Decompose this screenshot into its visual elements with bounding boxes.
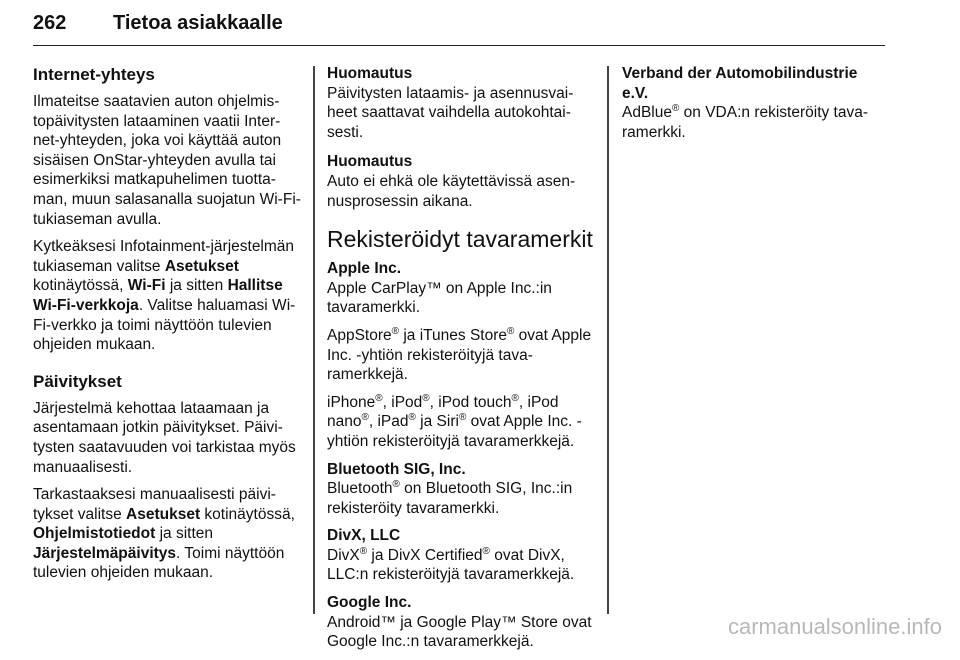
divx-heading: DivX, LLC (327, 527, 401, 545)
menu-term-wifi: Wi-Fi (127, 277, 166, 295)
vda-heading: Verband der Automobilindustrie e.V. (622, 65, 858, 102)
note-2 (327, 152, 593, 211)
bluetooth-paragraph: Bluetooth® on Bluetooth SIG, Inc.:in rekisteröity tavaramerkki. (327, 478, 573, 517)
page-header (33, 10, 885, 46)
menu-term-settings-2: Asetukset (126, 505, 201, 523)
column-divider-1 (313, 66, 315, 614)
apple-paragraph-2: AppStore® ja iTunes Store® ovat Apple Inc. -yhtiön rekisteröityjä tavaramerkkejä. (327, 325, 592, 384)
menu-term-settings: Asetukset (164, 257, 239, 275)
apple-paragraph-1: Apple CarPlay™ on Apple Inc.:in tavaramerkki. (327, 279, 552, 317)
note-2-text: Auto ei ehkä ole käytettävissä asennusprosessin aikana. (327, 172, 576, 210)
column-2 (327, 64, 593, 660)
note-1-heading: Huomautus (327, 65, 413, 82)
menu-term-system-update: Järjestelmäpäivitys (33, 544, 177, 562)
column-3 (622, 64, 884, 150)
internet-heading: Internet-yhteys (33, 65, 155, 84)
note-1-text: Päivitysten lataamis- ja asennusvaiheet saattavat vaihdella autokohtaisesti. (327, 84, 574, 141)
updates-paragraph-2: Tarkastaaksesi manuaalisesti päivitykset valitse Asetukset kotinäytössä, Ohjelmistotiedot ja sitten Järjestelmäpäivitys. Toimi näyttöön tulevien ohjeiden mukaan. (33, 486, 295, 582)
menu-term-manage-wifi: Hallitse Wi-Fi-verkkoja (33, 277, 283, 314)
note-1 (327, 64, 593, 142)
trademarks-heading: Rekisteröidyt tavaramerkit (327, 226, 593, 253)
apple-paragraph-3: iPhone®, iPod®, iPod touch®, iPod nano®, iPad® ja Siri® ovat Apple Inc. -yhtiön rekisteröityjä tavaramerkkejä. (327, 392, 582, 450)
column-1 (33, 64, 301, 591)
page-number: 262 (33, 12, 67, 34)
page-title: Tietoa asiakkaalle (113, 12, 283, 34)
updates-paragraph-1: Järjestelmä kehottaa lataamaan ja asentamaan jotkin päivitykset. Päivitysten saatavuuden voi tarkistaa myös manuaalisesti. (33, 399, 296, 476)
bluetooth-heading: Bluetooth SIG, Inc. (327, 460, 466, 478)
updates-heading: Päivitykset (33, 371, 122, 391)
note-2-heading: Huomautus (327, 153, 413, 171)
google-heading: Google Inc. (327, 594, 412, 612)
column-divider-2 (607, 66, 609, 614)
menu-term-software-info: Ohjelmistotiedot (33, 525, 156, 543)
internet-paragraph-2: Kytkeäksesi Infotainment-järjestelmän tukiaseman valitse Asetukset kotinäytössä, Wi-Fi ja sitten Hallitse Wi-Fi-verkkoja. Valitse haluamasi Wi-Fi-verkko ja toimi näyttöön tulevien ohjeiden mukaan. (33, 238, 296, 354)
vda-paragraph: AdBlue® on VDA:n rekisteröity tavaramerkki. (622, 103, 869, 141)
divx-paragraph: DivX® ja DivX Certified® ovat DivX, LLC:n rekisteröityjä tavaramerkkejä. (327, 545, 575, 584)
apple-heading: Apple Inc. (327, 260, 402, 278)
internet-paragraph-1: Ilmateitse saatavien auton ohjelmistopäivitysten lataaminen vaatii Internet-yhteyden, joka voi käyttää auton sisäisen OnStar-yhteyden avulla tai esimerkiksi matkapuhelimen tuottaman, muun salasanalla suojatun Wi-Fi-tukiaseman avulla. (33, 93, 301, 228)
watermark: carmanualsonline.info (727, 614, 942, 639)
google-paragraph: Android™ ja Google Play™ Store ovat Google Inc.:n tavaramerkkejä. (327, 613, 592, 651)
